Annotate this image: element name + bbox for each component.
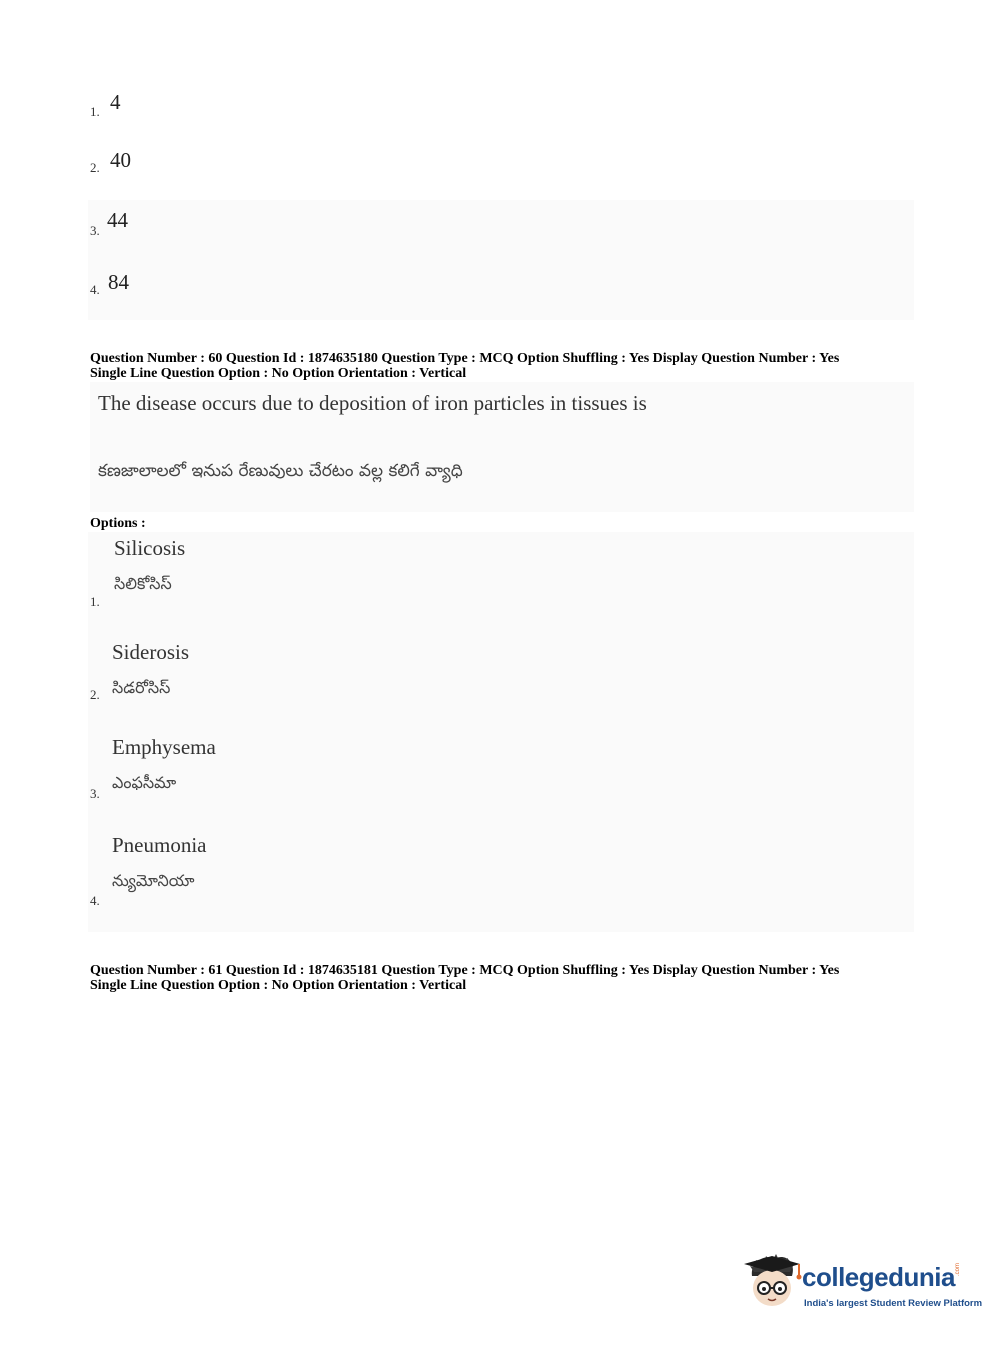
question-text-te: కణజాలాలలో ఇనుప రేణువులు చేరటం వల్ల కలిగే వ్యాధి bbox=[98, 461, 463, 481]
option-4 bbox=[90, 833, 490, 913]
option-text-en: Pneumonia bbox=[112, 833, 207, 857]
option-number: 1. bbox=[90, 594, 100, 609]
option-text-en: Emphysema bbox=[112, 735, 216, 759]
question-meta-line2: Single Line Question Option : No Option Orientation : Vertical bbox=[90, 978, 467, 993]
option-number: 3. bbox=[90, 786, 100, 801]
option-1 bbox=[90, 536, 490, 616]
option-text-te: సిడరోసిస్ bbox=[112, 678, 171, 697]
logo-wordmark: collegedunia bbox=[802, 1262, 955, 1292]
option-number: 1. bbox=[90, 104, 100, 119]
option-text-en: Silicosis bbox=[114, 536, 186, 560]
option-3 bbox=[90, 735, 490, 815]
logo-tld: .com bbox=[955, 1262, 961, 1276]
question-meta-line1: Question Number : 61 Question Id : 1874635181 Question Type : MCQ Option Shuffling : Yes Display Question Number : Yes bbox=[90, 963, 840, 978]
options-label: Options : bbox=[90, 516, 146, 531]
option-value: 84 bbox=[108, 270, 129, 294]
option-text-te: సిలికోసిస్ bbox=[114, 574, 172, 593]
option-number: 4. bbox=[90, 282, 100, 297]
option-value: 4 bbox=[110, 90, 121, 114]
option-number: 2. bbox=[90, 160, 100, 175]
option-value: 44 bbox=[107, 208, 128, 232]
option-value: 40 bbox=[110, 148, 131, 172]
option-2 bbox=[90, 640, 490, 720]
question-text-en: The disease occurs due to deposition of iron particles in tissues is bbox=[98, 391, 647, 415]
prev-options-panel bbox=[88, 200, 914, 320]
question-meta-line1: Question Number : 60 Question Id : 1874635180 Question Type : MCQ Option Shuffling : Yes Display Question Number : Yes bbox=[90, 351, 840, 366]
option-number: 3. bbox=[90, 223, 100, 238]
question-panel bbox=[90, 382, 914, 512]
mascot-icon bbox=[742, 1250, 804, 1312]
option-text-te: న్యుమోనియా bbox=[112, 871, 195, 890]
question-meta-line2: Single Line Question Option : No Option Orientation : Vertical bbox=[90, 366, 467, 381]
logo-tagline: India's largest Student Review Platform bbox=[804, 1298, 983, 1309]
collegedunia-logo bbox=[740, 1248, 983, 1318]
option-number: 2. bbox=[90, 687, 100, 702]
option-text-en: Siderosis bbox=[112, 640, 190, 664]
option-text-te: ఎంఫసీమా bbox=[112, 773, 177, 792]
option-number: 4. bbox=[90, 893, 100, 908]
